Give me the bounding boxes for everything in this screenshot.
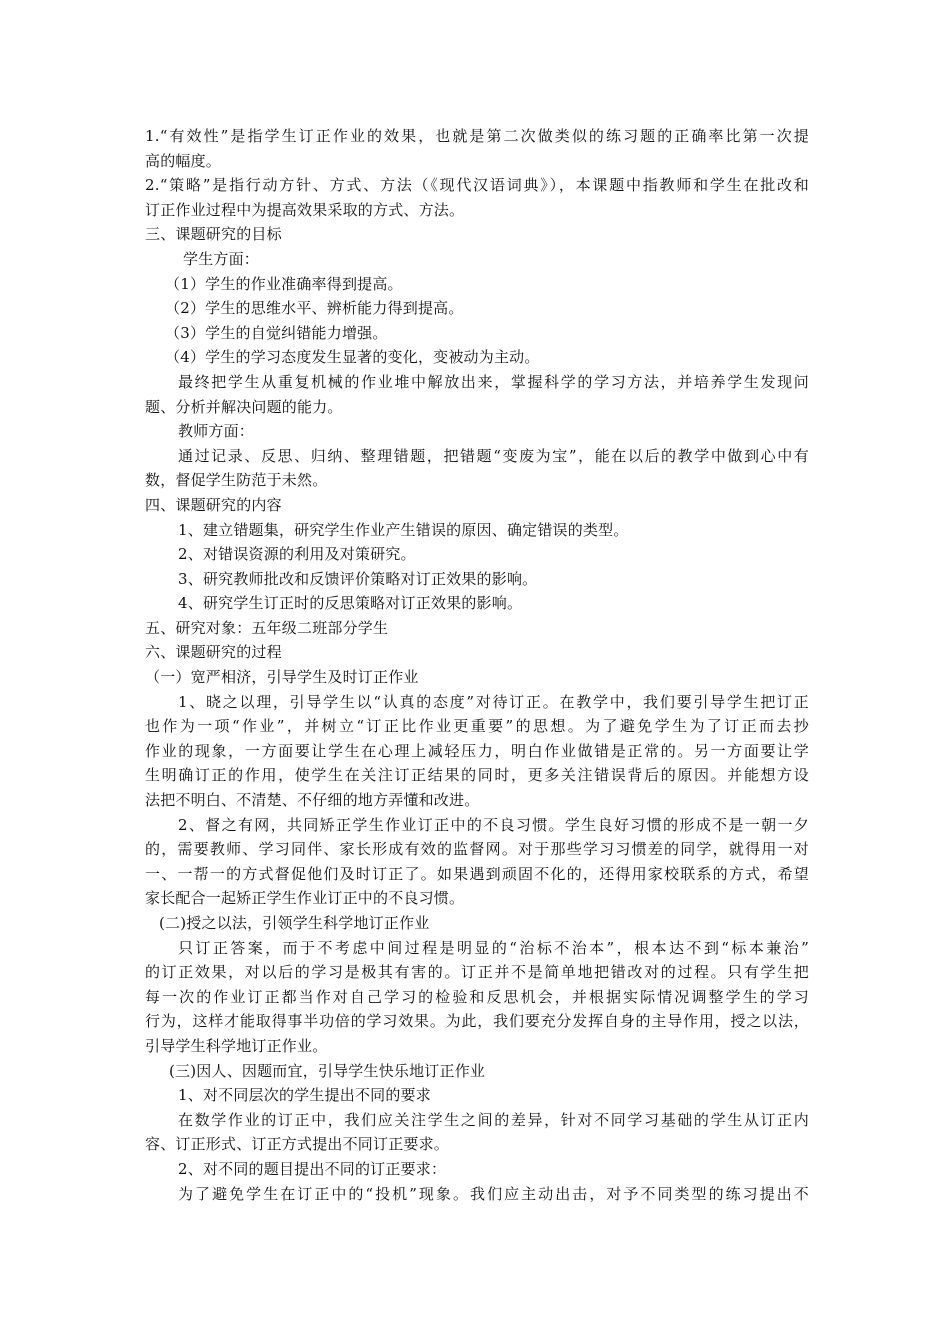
- text-line: (二)授之以法，引领学生科学地订正作业: [159, 914, 430, 932]
- text-line: (三)因人、因题而宜，引导学生快乐地订正作业: [169, 1061, 486, 1080]
- text-line: 1、晓之以理，引导学生以“认真的态度”对待订正。在教学中，我们要引导学生把订正: [178, 692, 809, 711]
- text-line: 的，需要教师、学习同伴、家长形成有效的监督网。对于那些学习习惯差的同学，就得用一对: [145, 840, 809, 859]
- text-line: 一、一帮一的方式督促他们及时订正了。如果遇到顽固不化的，还得用家校联系的方式，希望: [145, 864, 809, 883]
- text-line: 订正作业过程中为提高效果采取的方式、方法。: [145, 200, 465, 219]
- text-line: 2、督之有网，共同矫正学生作业订正中的不良习惯。学生良好习惯的形成不是一朝一夕: [178, 815, 809, 834]
- text-line: 生明确订正的作用，使学生在关注订正结果的同时，更多关注错误背后的原因。并能想方设: [145, 766, 809, 785]
- text-line: 法把不明白、不清楚、不仔细的地方弄懂和改进。: [145, 791, 480, 810]
- text-line: 容、订正形式、订正方式提出不同订正要求。: [145, 1135, 450, 1154]
- text-line: 为了避免学生在订正中的“投机”现象。我们应主动出击，对予不同类型的练习提出不: [178, 1184, 809, 1203]
- text-line: （1）学生的作业准确率得到提高。: [165, 274, 403, 293]
- text-line: 五、研究对象：五年级二班部分学生: [145, 618, 389, 637]
- text-line: 教师方面：: [178, 422, 255, 441]
- text-line: 2.“策略”是指行动方针、方式、方法（《现代汉语词典》），本课题中指教师和学生在批改和: [145, 176, 809, 195]
- text-line: 每一次的作业订正都当作对自己学习的检验和反思机会，并根据实际情况调整学生的学习: [145, 987, 809, 1006]
- text-line: 最终把学生从重复机械的作业堆中解放出来，掌握科学的学习方法，并培养学生发现问: [178, 372, 809, 391]
- text-line: 4、研究学生订正时的反思策略对订正效果的影响。: [178, 594, 523, 613]
- text-line: 1、建立错题集，研究学生作业产生错误的原因、确定错误的类型。: [178, 520, 629, 539]
- text-line: （一）宽严相济，引导学生及时订正作业: [145, 668, 419, 687]
- text-line: 题、分析并解决问题的能力。: [145, 397, 343, 416]
- text-line: 1、对不同层次的学生提出不同的要求: [178, 1086, 431, 1105]
- text-line: 数，督促学生防范于未然。: [145, 471, 328, 490]
- text-line: 2、对不同的题目提出不同的订正要求：: [178, 1159, 447, 1178]
- text-line: 的订正效果，对以后的学习是极其有害的。订正并不是简单地把错改对的过程。只有学生把: [145, 963, 809, 982]
- text-line: 高的幅度。: [145, 151, 222, 170]
- text-line: （4）学生的学习态度发生显著的变化，变被动为主动。: [165, 348, 540, 367]
- text-line: （2）学生的思维水平、辨析能力得到提高。: [165, 299, 464, 318]
- text-line: 引导学生科学地订正作业。: [145, 1036, 328, 1055]
- text-line: 作业的现象，一方面要让学生在心理上减轻压力，明白作业做错是正常的。另一方面要让学: [145, 741, 809, 760]
- text-line: 行为，这样才能取得事半功倍的学习效果。为此，我们要充分发挥自身的主导作用，授之以法，: [145, 1012, 809, 1031]
- document-body: [145, 124, 809, 1206]
- text-line: 2、对错误资源的利用及对策研究。: [178, 545, 416, 564]
- text-line: 3、研究教师批改和反馈评价策略对订正效果的影响。: [178, 569, 538, 588]
- text-line: 学生方面：: [183, 249, 260, 268]
- text-line: 三、课题研究的目标: [145, 225, 282, 244]
- text-line: 家长配合一起矫正学生作业订正中的不良习惯。: [145, 889, 465, 908]
- text-line: 只订正答案，而于不考虑中间过程是明显的“治标不治本”，根本达不到“标本兼治”: [178, 938, 809, 957]
- text-line: 也作为一项“作业”，并树立“订正比作业更重要”的思想。为了避免学生为了订正而去抄: [145, 717, 809, 736]
- text-line: （3）学生的自觉纠错能力增强。: [165, 323, 388, 342]
- text-line: 四、课题研究的内容: [145, 495, 282, 514]
- text-line: 1.“有效性”是指学生订正作业的效果，也就是第二次做类似的练习题的正确率比第一次提: [145, 127, 809, 145]
- text-line: 六、课题研究的过程: [145, 643, 282, 662]
- text-line: 通过记录、反思、归纳、整理错题，把错题“变废为宝”，能在以后的教学中做到心中有: [178, 446, 809, 465]
- text-line: 在数学作业的订正中，我们应关注学生之间的差异，针对不同学习基础的学生从订正内: [178, 1110, 809, 1129]
